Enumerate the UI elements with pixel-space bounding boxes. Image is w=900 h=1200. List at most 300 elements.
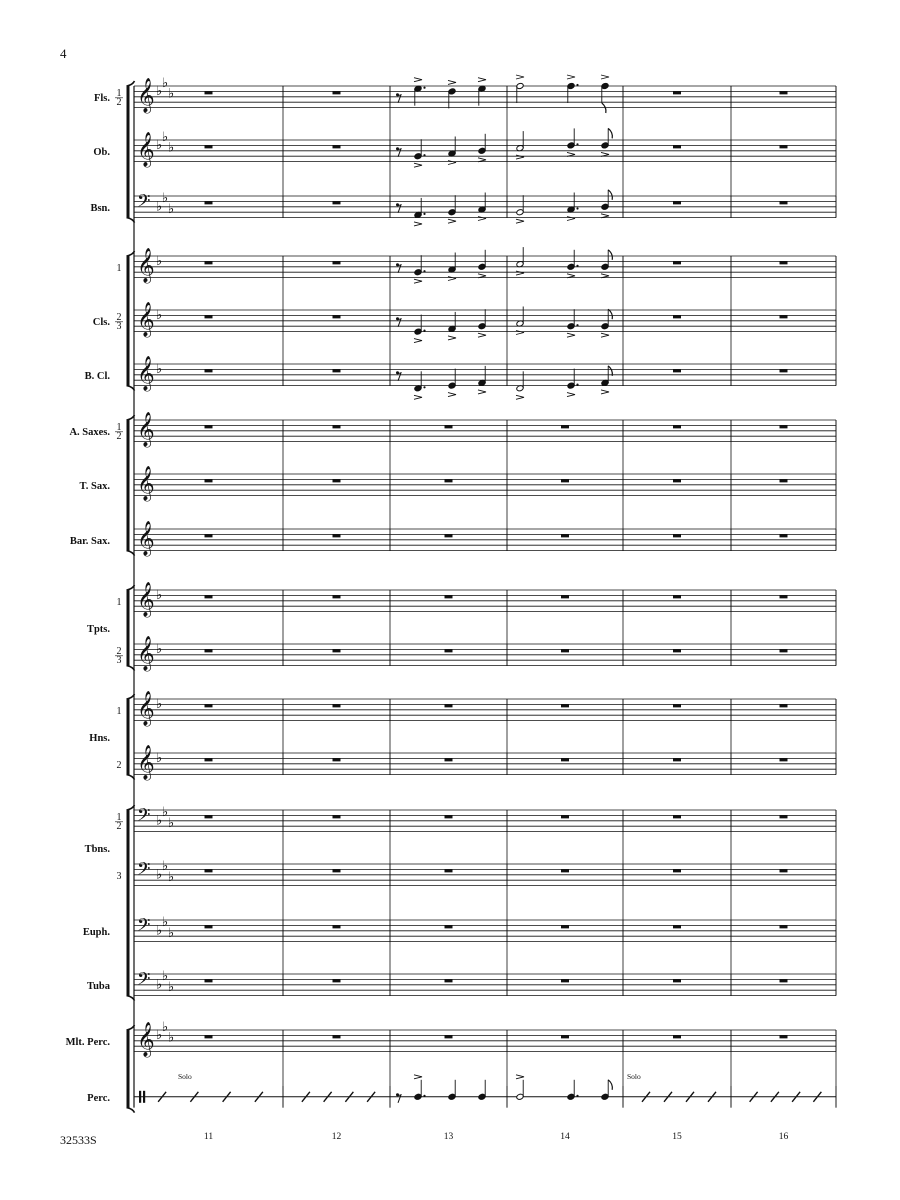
accent (448, 393, 456, 397)
rest-stroke (398, 95, 402, 103)
whole-rest (445, 425, 453, 428)
instrument-label: Hns. (89, 732, 110, 744)
whole-rest (780, 1035, 788, 1038)
whole-rest (673, 91, 681, 94)
eighth-rest (396, 93, 401, 103)
key-flat: ♭ (168, 86, 175, 102)
part-number: 1 (116, 705, 122, 717)
dotted-quarter-note (567, 128, 579, 156)
accent (567, 274, 575, 278)
dot (423, 154, 425, 156)
whole-rest (673, 201, 681, 204)
accent (414, 395, 422, 399)
part-number: 1 (116, 596, 122, 608)
instrument-label: A. Saxes. (69, 426, 110, 438)
key-flat: ♭ (162, 859, 169, 875)
accent (414, 1075, 422, 1079)
bracket-hook (127, 551, 135, 556)
whole-rest (205, 261, 213, 264)
key-flat: ♭ (162, 805, 169, 821)
dotted-quarter-note (567, 369, 579, 397)
whole-rest (445, 979, 453, 982)
instrument-label: Ob. (93, 146, 110, 158)
accent (516, 271, 524, 275)
accent (414, 339, 422, 343)
flag (608, 250, 612, 260)
bracket-hook (127, 1108, 135, 1113)
solo-marking-m11: Solo (178, 1072, 192, 1081)
whole-rest (333, 869, 341, 872)
key-flat: ♭ (162, 915, 169, 931)
whole-rest (205, 1035, 213, 1038)
part-number: 2 (116, 820, 122, 832)
whole-rest (780, 315, 788, 318)
whole-rest (561, 815, 569, 818)
whole-rest (333, 704, 341, 707)
key-flat: ♭ (156, 867, 163, 883)
accent (567, 393, 575, 397)
whole-rest (205, 869, 213, 872)
treble-clef: 𝄞 (137, 635, 155, 671)
whole-rest (673, 369, 681, 372)
key-flat: ♭ (162, 969, 169, 985)
whole-rest (673, 595, 681, 598)
accent (601, 152, 609, 156)
whole-rest (333, 758, 341, 761)
whole-rest (673, 815, 681, 818)
key-flat: ♭ (162, 129, 169, 145)
whole-rest (561, 479, 569, 482)
staves-layer (127, 76, 837, 1113)
whole-rest (333, 649, 341, 652)
key-flat: ♭ (156, 813, 163, 829)
whole-rest (673, 261, 681, 264)
whole-rest (205, 979, 213, 982)
instrument-label: Tbns. (84, 843, 110, 855)
treble-clef: 𝄞 (137, 301, 155, 337)
page-number: 4 (60, 46, 67, 61)
accent (448, 336, 456, 340)
bracket-hook (127, 386, 135, 391)
accent (516, 75, 524, 79)
whole-rest (333, 91, 341, 94)
whole-rest (780, 201, 788, 204)
accent (601, 333, 609, 337)
rest-stroke (398, 1095, 402, 1103)
accent (567, 333, 575, 337)
eighth-note (601, 309, 612, 337)
measure-number: 11 (203, 1132, 214, 1142)
whole-rest (333, 261, 341, 264)
key-flat: ♭ (156, 307, 163, 323)
key-flat: ♭ (156, 696, 163, 712)
whole-rest (333, 425, 341, 428)
whole-rest (780, 815, 788, 818)
key-flat: ♭ (162, 75, 169, 91)
quarter-note (478, 250, 486, 278)
rest-stroke (398, 373, 402, 381)
dot (576, 143, 578, 145)
whole-rest (333, 815, 341, 818)
accent (601, 75, 609, 79)
bracket-hook (127, 1025, 135, 1030)
part-number: 3 (116, 870, 122, 882)
eighth-rest (396, 371, 401, 381)
bracket-hook (127, 251, 135, 256)
instrument-label: Tpts. (86, 623, 110, 635)
whole-rest (780, 479, 788, 482)
whole-rest (673, 315, 681, 318)
whole-rest (205, 925, 213, 928)
treble-clef: 𝄞 (137, 77, 155, 113)
whole-rest (561, 1035, 569, 1038)
accent (478, 333, 486, 337)
treble-clef: 𝄞 (137, 581, 155, 617)
dot (576, 324, 578, 326)
quarter-note (448, 195, 456, 223)
dot (576, 207, 578, 209)
whole-rest (445, 534, 453, 537)
whole-rest (205, 145, 213, 148)
key-flat: ♭ (168, 980, 175, 995)
bracket-hook (127, 666, 135, 671)
eighth-rest (396, 203, 401, 213)
whole-rest (780, 425, 788, 428)
eighth-rest (396, 1093, 401, 1103)
catalog-number: 32533S (60, 1133, 97, 1147)
bass-clef: 𝄢 (137, 859, 151, 884)
whole-rest (780, 758, 788, 761)
whole-rest (205, 479, 213, 482)
notes-layer (158, 75, 821, 1103)
accent (516, 395, 524, 399)
accent (516, 1075, 524, 1079)
instrument-label: Cls. (92, 316, 110, 328)
instrument-label: B. Cl. (84, 370, 110, 382)
rest-stroke (398, 265, 402, 273)
whole-rest (673, 479, 681, 482)
accent (414, 78, 422, 82)
key-flat: ♭ (156, 199, 163, 215)
accent (601, 214, 609, 218)
treble-clef: 𝄞 (137, 465, 155, 501)
accent (516, 331, 524, 335)
flag (608, 309, 612, 319)
whole-rest (333, 201, 341, 204)
whole-rest (561, 595, 569, 598)
flag (608, 190, 612, 200)
whole-rest (780, 534, 788, 537)
key-flat: ♭ (156, 361, 163, 377)
whole-rest (780, 979, 788, 982)
key-flat: ♭ (156, 923, 163, 939)
accent (516, 219, 524, 223)
dotted-quarter-note (567, 250, 579, 278)
whole-rest (333, 925, 341, 928)
whole-rest (205, 704, 213, 707)
dot (576, 84, 578, 86)
whole-rest (561, 534, 569, 537)
dot (423, 270, 425, 272)
key-flat: ♭ (156, 977, 163, 993)
bracket-hook (127, 996, 135, 1001)
treble-clef: 𝄞 (137, 1021, 155, 1057)
treble-clef: 𝄞 (137, 520, 155, 556)
quarter-note (478, 309, 486, 337)
instrument-label: Tuba (87, 980, 110, 992)
labels-layer (66, 88, 123, 1104)
whole-rest (333, 1035, 341, 1038)
whole-rest (205, 425, 213, 428)
accent (516, 155, 524, 159)
whole-rest (780, 369, 788, 372)
whole-rest (445, 869, 453, 872)
whole-rest (673, 425, 681, 428)
measure-number: 15 (672, 1132, 682, 1142)
treble-clef: 𝄞 (137, 355, 155, 391)
flag (608, 1080, 612, 1090)
solo-marking-m15: Solo (627, 1072, 641, 1081)
whole-rest (205, 815, 213, 818)
quarter-note (448, 80, 456, 108)
instrument-label: Mlt. Perc. (65, 1036, 110, 1048)
eighth-rest (396, 147, 401, 157)
whole-rest (445, 479, 453, 482)
whole-rest (333, 979, 341, 982)
accent (478, 158, 486, 162)
bracket-hook (127, 218, 135, 223)
group-bracket-5 (127, 694, 837, 780)
part-number: 1 (116, 421, 122, 433)
whole-rest (561, 649, 569, 652)
dot (423, 87, 425, 89)
whole-rest (780, 91, 788, 94)
whole-rest (561, 869, 569, 872)
accent (414, 222, 422, 226)
rest-stroke (398, 149, 402, 157)
whole-rest (673, 704, 681, 707)
flag (608, 128, 612, 138)
whole-rest (445, 1035, 453, 1038)
accent (448, 80, 456, 84)
whole-rest (561, 979, 569, 982)
key-flat: ♭ (168, 870, 175, 885)
key-flat: ♭ (156, 253, 163, 269)
whole-rest (205, 201, 213, 204)
accent (414, 163, 422, 167)
accent (601, 274, 609, 278)
key-flat: ♭ (156, 83, 163, 99)
treble-clef: 𝄞 (137, 247, 155, 283)
accent (567, 75, 575, 79)
part-number: 1 (116, 87, 122, 99)
whole-rest (673, 649, 681, 652)
treble-clef: 𝄞 (137, 744, 155, 780)
whole-rest (205, 595, 213, 598)
dot (423, 213, 425, 215)
group-bracket-6 (127, 805, 837, 1001)
treble-clef: 𝄞 (137, 690, 155, 726)
whole-rest (673, 758, 681, 761)
key-flat: ♭ (168, 926, 175, 941)
dotted-quarter-note (414, 255, 426, 283)
rest-stroke (398, 205, 402, 213)
instrument-label: Fls. (93, 92, 110, 104)
quarter-note (448, 1080, 456, 1101)
whole-rest (673, 145, 681, 148)
instrument-label: Bsn. (90, 202, 110, 214)
whole-rest (673, 979, 681, 982)
bracket-hook (127, 694, 135, 699)
dotted-quarter-note (567, 75, 579, 103)
whole-rest (780, 649, 788, 652)
measure-number: 14 (560, 1132, 570, 1142)
dotted-quarter-note (414, 315, 426, 343)
accent (448, 277, 456, 281)
whole-rest (205, 649, 213, 652)
whole-rest (205, 758, 213, 761)
whole-rest (333, 315, 341, 318)
dotted-quarter-note (567, 309, 579, 337)
part-number: 1 (116, 811, 122, 823)
part-number: 2 (116, 759, 122, 771)
measure-number: 16 (778, 1132, 789, 1142)
instrument-label: T. Sax. (79, 480, 110, 492)
key-flat: ♭ (156, 137, 163, 153)
accent (478, 217, 486, 221)
whole-rest (780, 261, 788, 264)
whole-rest (561, 925, 569, 928)
dot (423, 1095, 425, 1097)
key-flat: ♭ (168, 1030, 175, 1046)
accent (448, 219, 456, 223)
instrument-label: Euph. (82, 926, 110, 938)
whole-rest (561, 758, 569, 761)
key-flat: ♭ (156, 1027, 163, 1043)
whole-rest (445, 758, 453, 761)
quarter-note (478, 1080, 486, 1101)
dot (576, 265, 578, 267)
bass-clef: 𝄢 (137, 191, 151, 216)
bass-clef: 𝄢 (137, 915, 151, 940)
whole-rest (673, 534, 681, 537)
treble-clef: 𝄞 (137, 131, 155, 167)
whole-rest (333, 479, 341, 482)
accent (567, 217, 575, 221)
bracket-hook (127, 805, 135, 810)
treble-clef: 𝄞 (137, 411, 155, 447)
key-flat: ♭ (156, 641, 163, 657)
half-note (516, 75, 524, 103)
eighth-rest (396, 263, 401, 273)
instrument-label: Bar. Sax. (69, 535, 110, 547)
whole-rest (445, 925, 453, 928)
bracket-hook (127, 415, 135, 420)
whole-rest (780, 595, 788, 598)
key-flat: ♭ (168, 202, 175, 217)
bracket-hook (127, 585, 135, 590)
eighth-rest (396, 317, 401, 327)
whole-rest (673, 1035, 681, 1038)
bracket-hook (127, 81, 135, 86)
whole-rest (205, 315, 213, 318)
whole-rest (445, 815, 453, 818)
half-note (516, 195, 524, 223)
percussion-clef (139, 1091, 141, 1103)
whole-rest (561, 704, 569, 707)
eighth-note (601, 190, 612, 218)
whole-rest (445, 649, 453, 652)
whole-rest (205, 369, 213, 372)
accent (601, 390, 609, 394)
accent (414, 279, 422, 283)
whole-rest (333, 534, 341, 537)
whole-rest (780, 925, 788, 928)
part-number: 2 (116, 311, 122, 323)
eighth-note (601, 128, 612, 156)
rest-stroke (398, 319, 402, 327)
bracket-hook (127, 775, 135, 780)
dotted-quarter-note (414, 139, 426, 167)
dot (576, 384, 578, 386)
part-number: 2 (116, 430, 122, 442)
eighth-note (601, 250, 612, 278)
measure-number: 13 (443, 1132, 454, 1142)
key-flat: ♭ (162, 191, 169, 207)
accent (478, 78, 486, 82)
percussion-clef (143, 1091, 145, 1103)
accent (448, 161, 456, 165)
part-number: 3 (116, 654, 122, 666)
accent (478, 390, 486, 394)
accent (478, 274, 486, 278)
whole-rest (205, 534, 213, 537)
part-number: 2 (116, 96, 122, 108)
half-note (516, 1080, 524, 1101)
dot (576, 1095, 578, 1097)
part-number: 1 (116, 262, 122, 274)
key-flat: ♭ (168, 140, 175, 156)
whole-rest (780, 704, 788, 707)
whole-rest (780, 869, 788, 872)
instrument-label: Perc. (87, 1092, 110, 1104)
dot (423, 386, 425, 388)
key-flat: ♭ (168, 816, 175, 831)
bass-clef: 𝄢 (137, 969, 151, 994)
whole-rest (205, 91, 213, 94)
whole-rest (673, 869, 681, 872)
whole-rest (561, 425, 569, 428)
quarter-note (478, 134, 486, 162)
measure-number: 12 (331, 1132, 342, 1142)
key-flat: ♭ (162, 1019, 169, 1035)
key-flat: ♭ (156, 587, 163, 603)
measure-numbers-layer (204, 1132, 789, 1142)
part-number: 3 (116, 320, 122, 332)
key-flat: ♭ (156, 750, 163, 766)
whole-rest (445, 704, 453, 707)
whole-rest (333, 369, 341, 372)
whole-rest (673, 925, 681, 928)
group-bracket-4 (127, 585, 837, 671)
accent (567, 152, 575, 156)
part-number: 2 (116, 645, 122, 657)
dot (423, 330, 425, 332)
whole-rest (333, 145, 341, 148)
whole-rest (780, 145, 788, 148)
quarter-note (448, 369, 456, 397)
whole-rest (445, 595, 453, 598)
